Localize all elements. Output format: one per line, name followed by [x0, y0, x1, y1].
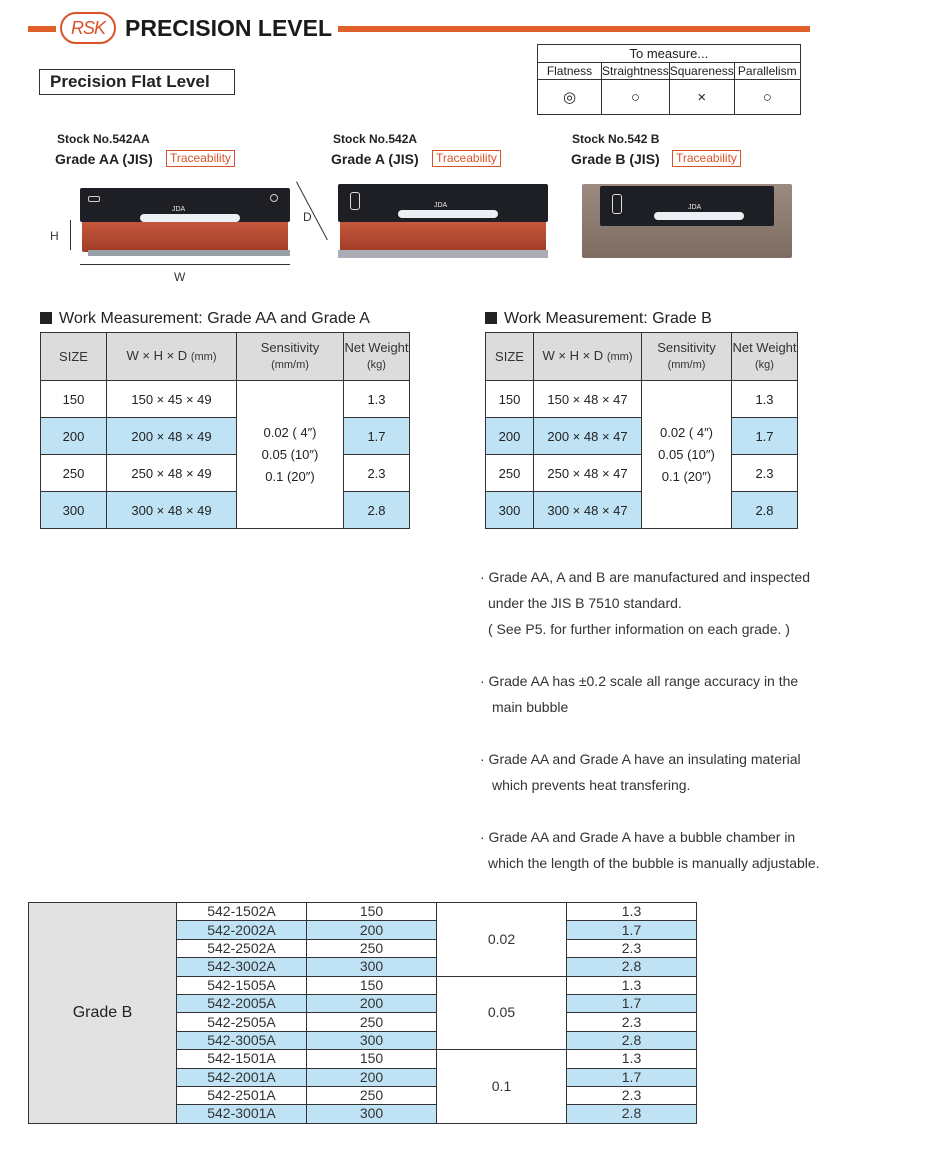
cell-size: 250 — [486, 455, 534, 492]
spec-table-b — [485, 332, 798, 529]
level-b-mark: JDA — [688, 204, 702, 211]
dim-h-line — [70, 220, 71, 250]
cell-weight: 2.3 — [567, 1086, 697, 1104]
note-insulation: · Grade AA and Grade A have an insulating material which prevents heat transfering. — [480, 751, 801, 793]
measure-symbol-squareness: × — [669, 80, 734, 115]
grade-label-aa: Grade AA (JIS) — [55, 151, 153, 167]
cell-code: 542-2002A — [177, 921, 307, 939]
col-net-weight: Net Weight (kg) — [732, 333, 798, 381]
cell-weight: 1.7 — [732, 418, 798, 455]
table-row — [41, 455, 410, 492]
col-sensitivity: Sensitivity (mm/m) — [642, 333, 732, 381]
cell-size: 200 — [307, 994, 437, 1012]
col-dims: W × H × D (mm) — [534, 333, 642, 381]
cell-sensitivity: 0.05 — [437, 976, 567, 1050]
cell-size: 300 — [307, 1031, 437, 1049]
level-aa-image — [80, 188, 290, 256]
to-measure-heading: To measure... — [538, 45, 801, 63]
cell-weight: 2.8 — [567, 1031, 697, 1049]
table-row — [29, 903, 697, 921]
cell-weight: 2.8 — [732, 492, 798, 529]
cell-weight: 1.7 — [567, 921, 697, 939]
cell-weight: 2.8 — [567, 958, 697, 976]
feature-notes — [480, 564, 832, 902]
cell-weight: 1.3 — [344, 381, 410, 418]
cell-size: 150 — [307, 1050, 437, 1068]
cell-weight: 1.7 — [567, 1068, 697, 1086]
note-bubble-chamber: · Grade AA and Grade A have a bubble chamber in which the length of the bubble is manually adjustable. — [480, 829, 820, 871]
header-rule-right — [338, 26, 810, 32]
measure-col-straightness: Straightness — [602, 64, 669, 78]
cell-size: 300 — [41, 492, 107, 529]
cell-dims: 200 × 48 × 47 — [534, 418, 642, 455]
traceability-badge-aa: Traceability — [166, 150, 235, 167]
cell-code: 542-2005A — [177, 994, 307, 1012]
spec-table-aa-a — [40, 332, 410, 529]
header-rule-left — [28, 26, 56, 32]
cell-code: 542-3001A — [177, 1105, 307, 1123]
level-a-image — [338, 184, 548, 258]
cell-dims: 150 × 45 × 49 — [107, 381, 237, 418]
cell-size: 200 — [486, 418, 534, 455]
col-sensitivity: Sensitivity (mm/m) — [237, 333, 344, 381]
work-measurement-heading-b: Work Measurement: Grade B — [485, 310, 712, 328]
col-dims: W × H × D (mm) — [107, 333, 237, 381]
cell-size: 150 — [307, 976, 437, 994]
measure-col-squareness: Squareness — [669, 64, 734, 78]
cell-code: 542-2505A — [177, 1013, 307, 1031]
bullet-square — [485, 312, 497, 324]
work-measurement-heading-aa-a: Work Measurement: Grade AA and Grade A — [40, 310, 370, 328]
measure-col-flatness: Flatness — [538, 63, 602, 80]
rsk-logo: RSK — [60, 12, 116, 44]
cell-size: 150 — [307, 903, 437, 921]
cell-weight: 1.3 — [567, 903, 697, 921]
stock-number-aa: Stock No.542AA — [57, 132, 150, 146]
cell-weight: 1.3 — [567, 1050, 697, 1068]
grade-b-code-table — [28, 902, 697, 1124]
grade-b-label: Grade B — [29, 903, 177, 1124]
table-row — [41, 381, 410, 418]
cell-code: 542-1502A — [177, 903, 307, 921]
dim-label-w: W — [174, 270, 186, 284]
cell-size: 200 — [41, 418, 107, 455]
cell-code: 542-2001A — [177, 1068, 307, 1086]
cell-weight: 1.3 — [732, 381, 798, 418]
to-measure-table — [537, 44, 801, 115]
grade-label-a: Grade A (JIS) — [331, 151, 419, 167]
cell-code: 542-2501A — [177, 1086, 307, 1104]
cell-weight: 2.8 — [567, 1105, 697, 1123]
page-title: PRECISION LEVEL — [125, 15, 333, 41]
grade-label-b: Grade B (JIS) — [571, 151, 660, 167]
traceability-badge-a: Traceability — [432, 150, 501, 167]
section-subtitle: Precision Flat Level — [39, 69, 235, 95]
table-row — [41, 418, 410, 455]
dim-label-h: H — [50, 229, 59, 243]
dim-label-d: D — [303, 210, 312, 224]
cell-dims: 300 × 48 × 49 — [107, 492, 237, 529]
stock-number-a: Stock No.542A — [333, 132, 418, 146]
note-scale-accuracy: · Grade AA has ±0.2 scale all range accuracy in the main bubble — [480, 673, 799, 715]
bullet-square — [40, 312, 52, 324]
cell-code: 542-3005A — [177, 1031, 307, 1049]
cell-size: 300 — [307, 958, 437, 976]
cell-weight: 2.3 — [732, 455, 798, 492]
note-jis-standard: · Grade AA, A and B are manufactured and inspected under the JIS B 7510 standard. ( See P5. for further information on each grade. ) — [480, 569, 810, 637]
cell-size: 250 — [307, 1013, 437, 1031]
cell-size: 200 — [307, 1068, 437, 1086]
cell-weight: 2.3 — [567, 1013, 697, 1031]
cell-dims: 300 × 48 × 47 — [534, 492, 642, 529]
stock-number-b: Stock No.542 B — [572, 132, 660, 146]
cell-code: 542-2502A — [177, 939, 307, 957]
cell-weight: 1.7 — [344, 418, 410, 455]
measure-symbol-parallelism: ○ — [734, 80, 800, 115]
cell-code: 542-1501A — [177, 1050, 307, 1068]
cell-dims: 200 × 48 × 49 — [107, 418, 237, 455]
measure-symbol-straightness: ○ — [602, 80, 670, 115]
table-row — [41, 492, 410, 529]
dim-w-line — [80, 264, 290, 265]
cell-size: 200 — [307, 921, 437, 939]
cell-size: 300 — [486, 492, 534, 529]
cell-size: 300 — [307, 1105, 437, 1123]
cell-sensitivity: 0.02 — [437, 903, 567, 977]
cell-code: 542-3002A — [177, 958, 307, 976]
cell-sensitivity: 0.1 — [437, 1050, 567, 1124]
cell-code: 542-1505A — [177, 976, 307, 994]
cell-size: 150 — [486, 381, 534, 418]
measure-col-parallelism: Parallelism — [734, 63, 800, 80]
cell-size: 250 — [41, 455, 107, 492]
cell-sensitivity: 0.02 ( 4″) 0.05 (10″) 0.1 (20″) — [237, 381, 344, 529]
col-size: SIZE — [41, 333, 107, 381]
cell-size: 250 — [307, 939, 437, 957]
level-aa-mark: JDA — [172, 206, 186, 213]
level-a-mark: JDA — [434, 202, 448, 209]
cell-weight: 1.7 — [567, 994, 697, 1012]
cell-dims: 250 × 48 × 49 — [107, 455, 237, 492]
cell-size: 150 — [41, 381, 107, 418]
table-row — [486, 381, 798, 418]
cell-weight: 1.3 — [567, 976, 697, 994]
level-b-image — [582, 184, 792, 258]
col-net-weight: Net Weight (kg) — [344, 333, 410, 381]
measure-symbol-flatness: ◎ — [538, 80, 602, 115]
cell-weight: 2.3 — [344, 455, 410, 492]
cell-weight: 2.8 — [344, 492, 410, 529]
cell-weight: 2.3 — [567, 939, 697, 957]
col-size: SIZE — [486, 333, 534, 381]
traceability-badge-b: Traceability — [672, 150, 741, 167]
cell-dims: 150 × 48 × 47 — [534, 381, 642, 418]
cell-size: 250 — [307, 1086, 437, 1104]
cell-sensitivity: 0.02 ( 4″) 0.05 (10″) 0.1 (20″) — [642, 381, 732, 529]
cell-dims: 250 × 48 × 47 — [534, 455, 642, 492]
